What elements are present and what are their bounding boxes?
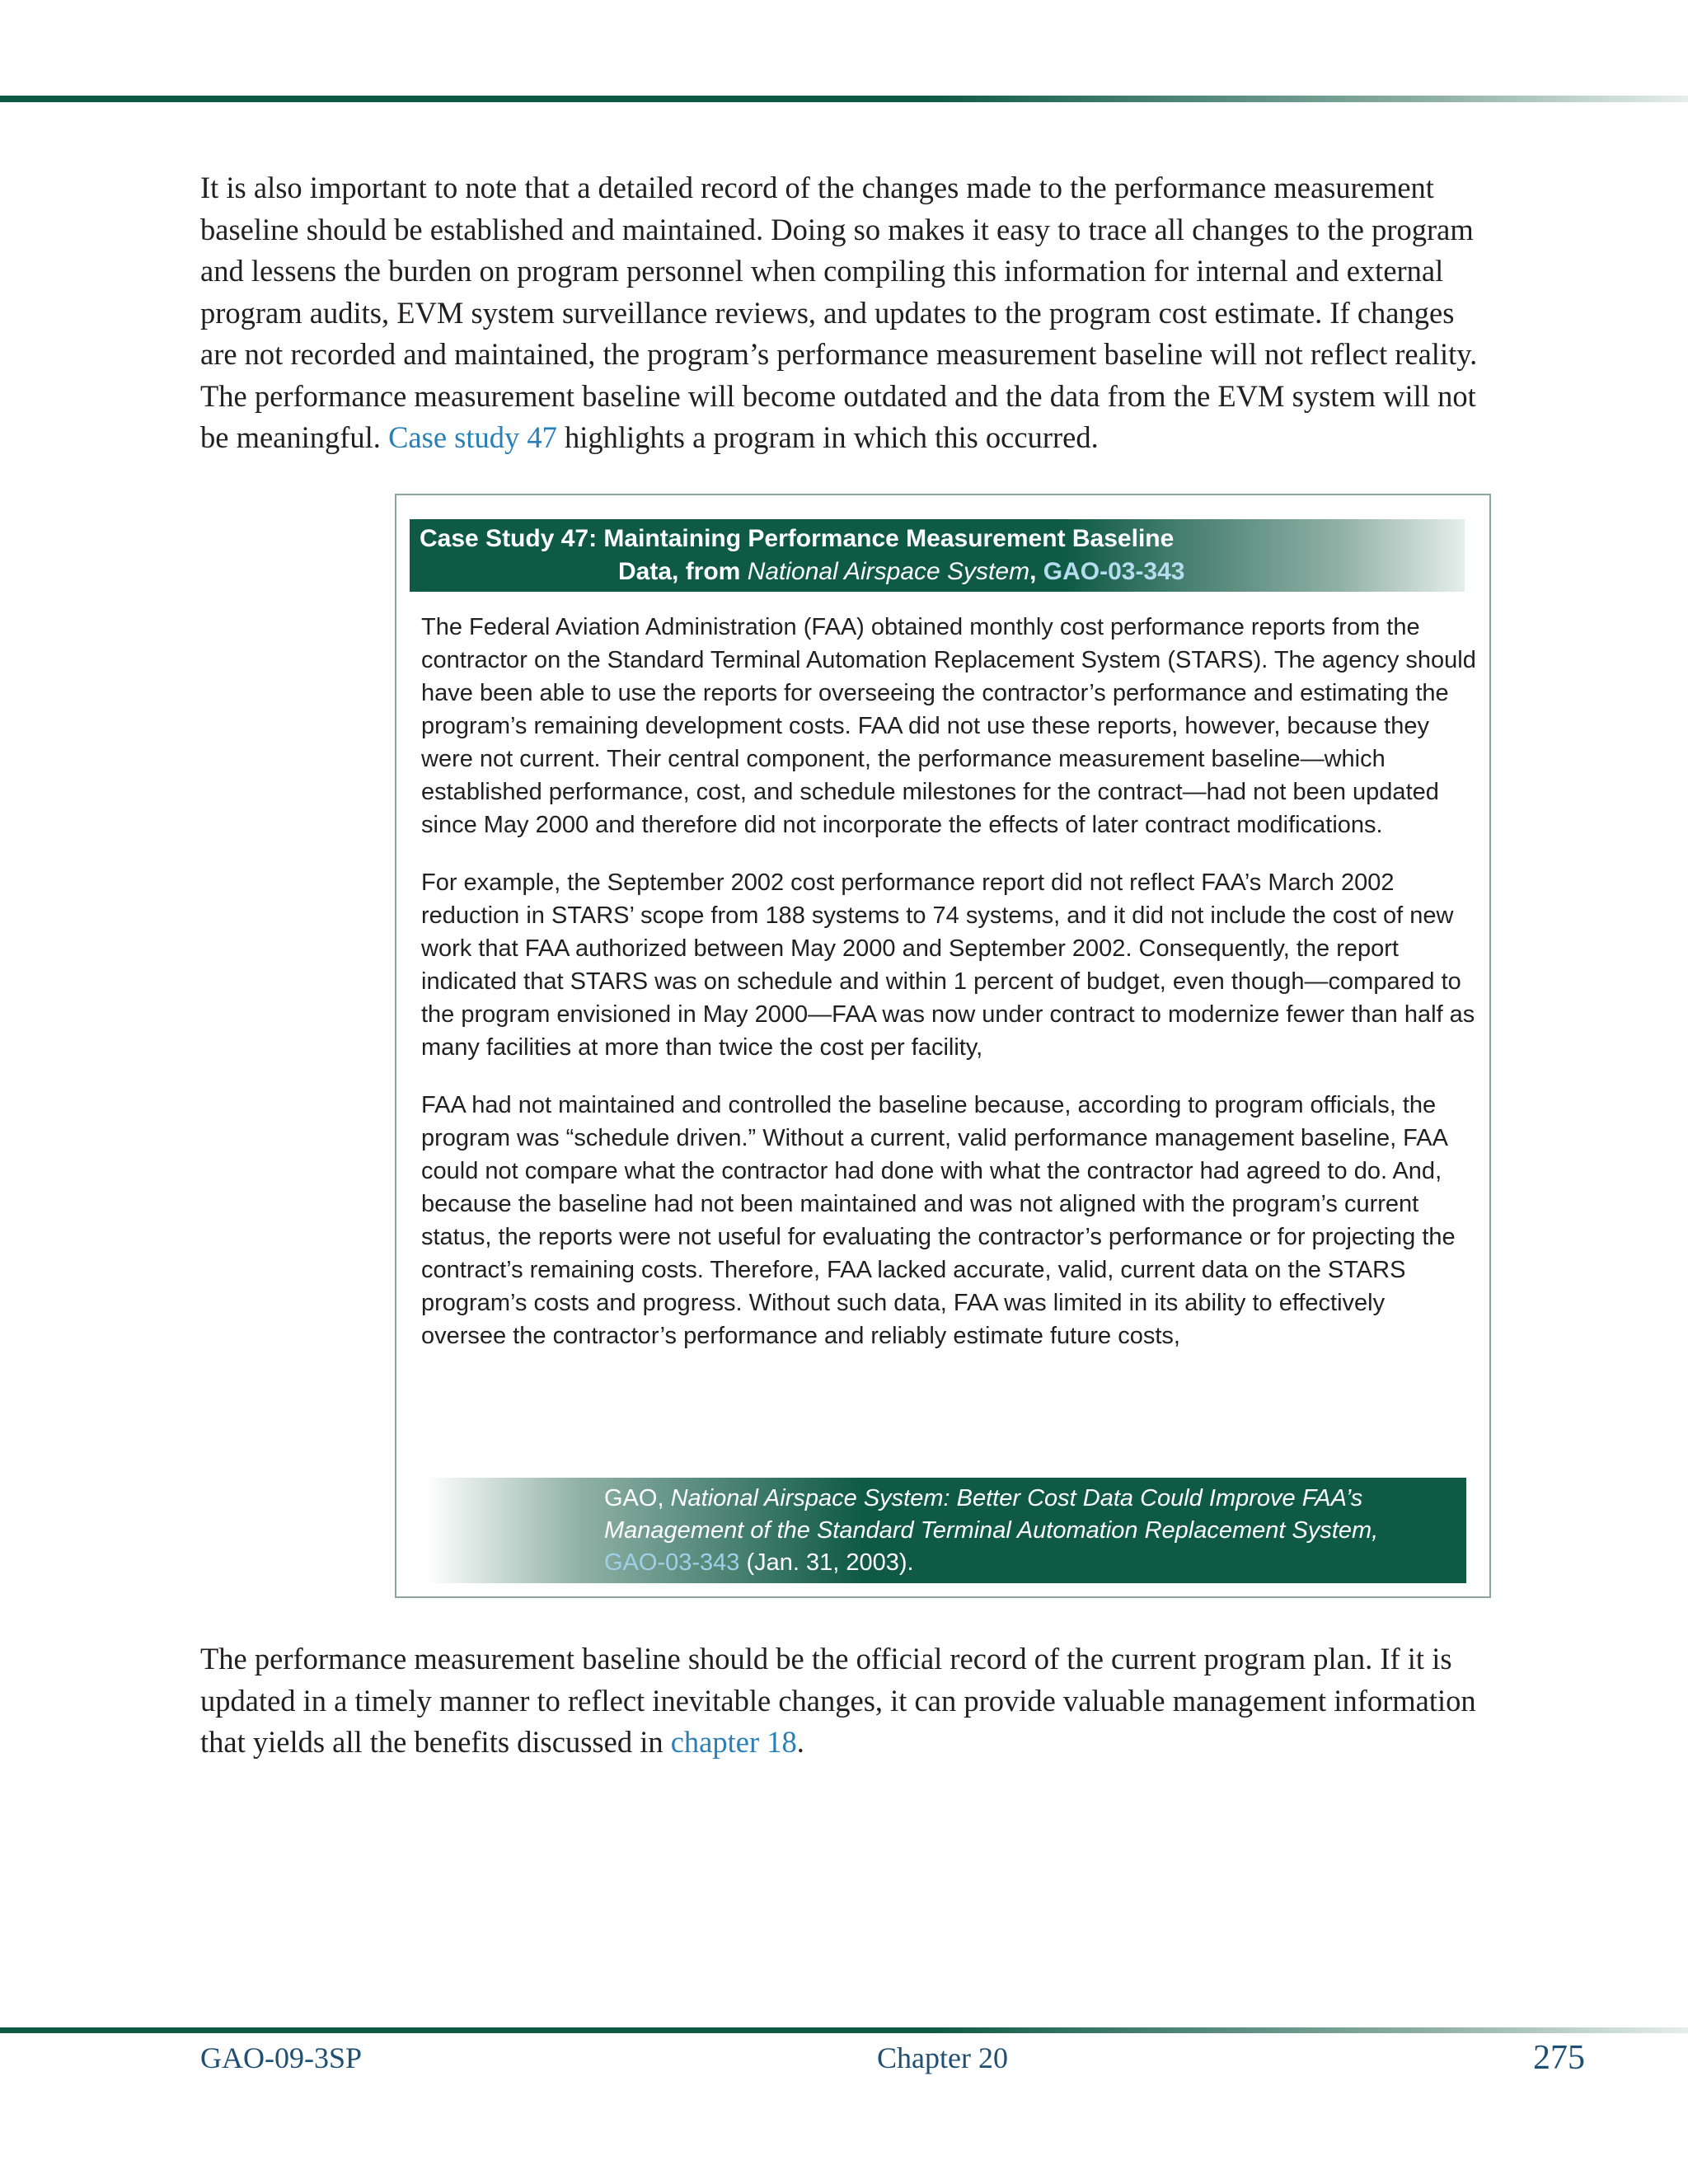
source-prefix: GAO, xyxy=(604,1485,671,1511)
footer-rule xyxy=(0,2027,1688,2033)
closing-paragraph xyxy=(200,1638,1494,1764)
case-study-body xyxy=(421,611,1476,1377)
source-title: National Airspace System: Better Cost Data Could Improve FAA’s Management of the Standard Terminal Automation Replacement System, xyxy=(604,1485,1379,1544)
case-paragraph: For example, the September 2002 cost performance report did not reflect FAA’s March 2002 reduction in STARS’ scope from 188 systems to 74 systems, and it did not include the cost of new work that FAA authorized between May 2000 and September 2002. Consequently, the report indicated that STARS was on schedule and within 1 percent of budget, even though—compared to the program envisioned in May 2000—FAA was now under contract to modernize fewer than half as many facilities at more than twice the cost per facility, xyxy=(421,869,1475,1061)
closing-text: The performance measurement baseline should be the official record of the current program plan. If it is updated in a timely manner to reflect inevitable changes, it can provide valuable management information that yields all the benefits discussed in xyxy=(200,1642,1476,1759)
header-rule xyxy=(0,96,1688,102)
subtitle-prefix: Data, from xyxy=(618,558,748,585)
subtitle-comma: , xyxy=(1029,558,1043,585)
intro-paragraph xyxy=(200,167,1494,459)
intro-text: It is also important to note that a detailed record of the changes made to the performance measurement baseline should be established and maintained. Doing so makes it easy to trace all changes to the program and lessens the burden on program personnel when compiling this information for internal and external program audits, EVM system surveillance reviews, and updates to the program cost estimate. If changes are not recorded and maintained, the program’s performance measurement baseline will not reflect reality. The performance measurement baseline will become outdated and the data from the EVM system will not be meaningful. xyxy=(200,171,1478,454)
intro-text-end: highlights a program in which this occurred. xyxy=(556,420,1099,454)
closing-text-end: . xyxy=(796,1725,804,1759)
footer-chapter: Chapter 20 xyxy=(877,2041,1008,2074)
case-study-title: Case Study 47: Maintaining Performance Measurement Baseline xyxy=(420,525,1175,552)
subtitle-source-title: National Airspace System xyxy=(747,558,1030,585)
source-citation xyxy=(604,1483,1437,1579)
case-paragraph: The Federal Aviation Administration (FAA) obtained monthly cost performance reports from the contractor on the Standard Terminal Automation Replacement System (STARS). The agency should have been able to use the reports for overseeing the contractor’s performance and estimating the program’s remaining development costs. FAA did not use these reports, however, because they were not current. Their central component, the performance measurement baseline—which established performance, cost, and schedule milestones for the contract—had not been updated since May 2000 and therefore did not incorporate the effects of later contract modifications. xyxy=(421,614,1476,838)
source-date: (Jan. 31, 2003). xyxy=(739,1549,914,1576)
case-study-subtitle xyxy=(618,555,1185,588)
gao-03-343-link[interactable]: GAO-03-343 xyxy=(1043,558,1185,585)
chapter-18-link[interactable]: chapter 18 xyxy=(670,1725,797,1759)
case-study-box xyxy=(395,494,1491,1598)
footer-report-number: GAO-09-3SP xyxy=(200,2041,363,2074)
case-paragraph: FAA had not maintained and controlled the baseline because, according to program officials, the program was “schedule driven.” Without a current, valid performance management baseline, FAA could not compare what the contractor had done with what the contractor had agreed to do. And, because the baseline had not been maintained and was not aligned with the program’s current status, the reports were not useful for evaluating the contractor’s performance or for projecting the contract’s remaining costs. Therefore, FAA lacked accurate, valid, current data on the STARS program’s costs and progress. Without such data, FAA was limited in its ability to effectively oversee the contractor’s performance and reliably estimate future costs, xyxy=(421,1092,1456,1349)
page-number: 275 xyxy=(1533,2039,1585,2077)
case-study-header xyxy=(410,519,1465,592)
source-gao-03-343-link[interactable]: GAO-03-343 xyxy=(604,1549,740,1576)
source-citation-bar xyxy=(426,1478,1466,1583)
case-study-47-link[interactable]: Case study 47 xyxy=(388,420,557,454)
